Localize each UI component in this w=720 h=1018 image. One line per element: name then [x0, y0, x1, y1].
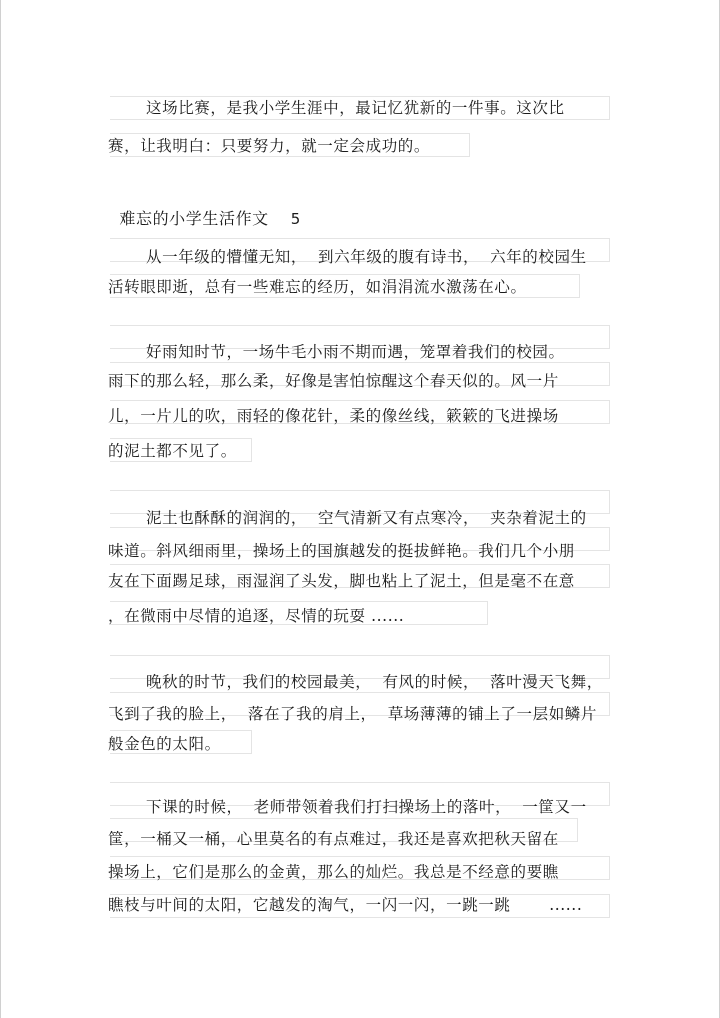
p3-line-1: 泥土也酥酥的润润的， 空气清新又有点寒冷， 夹杂着泥土的	[146, 509, 587, 527]
page-left-edge	[0, 0, 1, 1018]
p4-line-3: 般金色的太阳。	[108, 735, 221, 753]
p1-line-1: 从一年级的懵懂无知， 到六年级的腹有诗书， 六年的校园生	[146, 248, 587, 266]
p4-line-1: 晚秋的时节，我们的校园最美， 有风的时候， 落叶漫天飞舞，	[146, 673, 603, 691]
p3-line-4: ，在微雨中尽情的追逐，尽情的玩耍 ......	[108, 607, 405, 625]
p3-line-2: 味道。斜风细雨里，操场上的国旗越发的挺拔鲜艳。我们几个小朋	[108, 542, 575, 560]
p2-line-3: 儿，一片儿的吹，雨轻的像花针，柔的像丝线，簌簌的飞进操场	[108, 407, 559, 425]
p1-line-2: 活转眼即逝，总有一些难忘的经历，如涓涓流水激荡在心。	[108, 278, 527, 296]
p3-line-3: 友在下面踢足球，雨湿润了头发，脚也粘上了泥土，但是毫不在意	[108, 572, 575, 590]
section-title-text: 难忘的小学生活作文	[119, 209, 269, 228]
p2-line-4: 的泥土都不见了。	[108, 442, 237, 460]
p2-line-1: 好雨知时节，一场牛毛小雨不期而遇，笼罩着我们的校园。	[146, 343, 565, 361]
section-title-number: 5	[290, 210, 301, 228]
intro-line-1: 这场比赛，是我小学生涯中，最记忆犹新的一件事。这次比	[146, 99, 565, 117]
p2-line-2: 雨下的那么轻，那么柔，好像是害怕惊醒这个春天似的。风一片	[108, 372, 559, 390]
p5-line-1: 下课的时候， 老师带领着我们打扫操场上的落叶， 一筐又一	[146, 798, 587, 816]
p5-line-2: 筐，一桶又一桶，心里莫名的有点难过，我还是喜欢把秋天留在	[108, 830, 559, 848]
section-title	[108, 186, 301, 230]
p5-line-4: 瞧枝与叶间的太阳，它越发的淘气，一闪一闪，一跳一跳 ......	[108, 896, 583, 914]
p5-line-3: 操场上，它们是那么的金黄，那么的灿烂。我总是不经意的要瞧	[108, 863, 559, 881]
intro-line-2: 赛，让我明白：只要努力，就一定会成功的。	[108, 137, 431, 155]
p4-line-2: 飞到了我的脸上， 落在了我的肩上， 草场薄薄的铺上了一层如鳞片	[108, 705, 598, 723]
